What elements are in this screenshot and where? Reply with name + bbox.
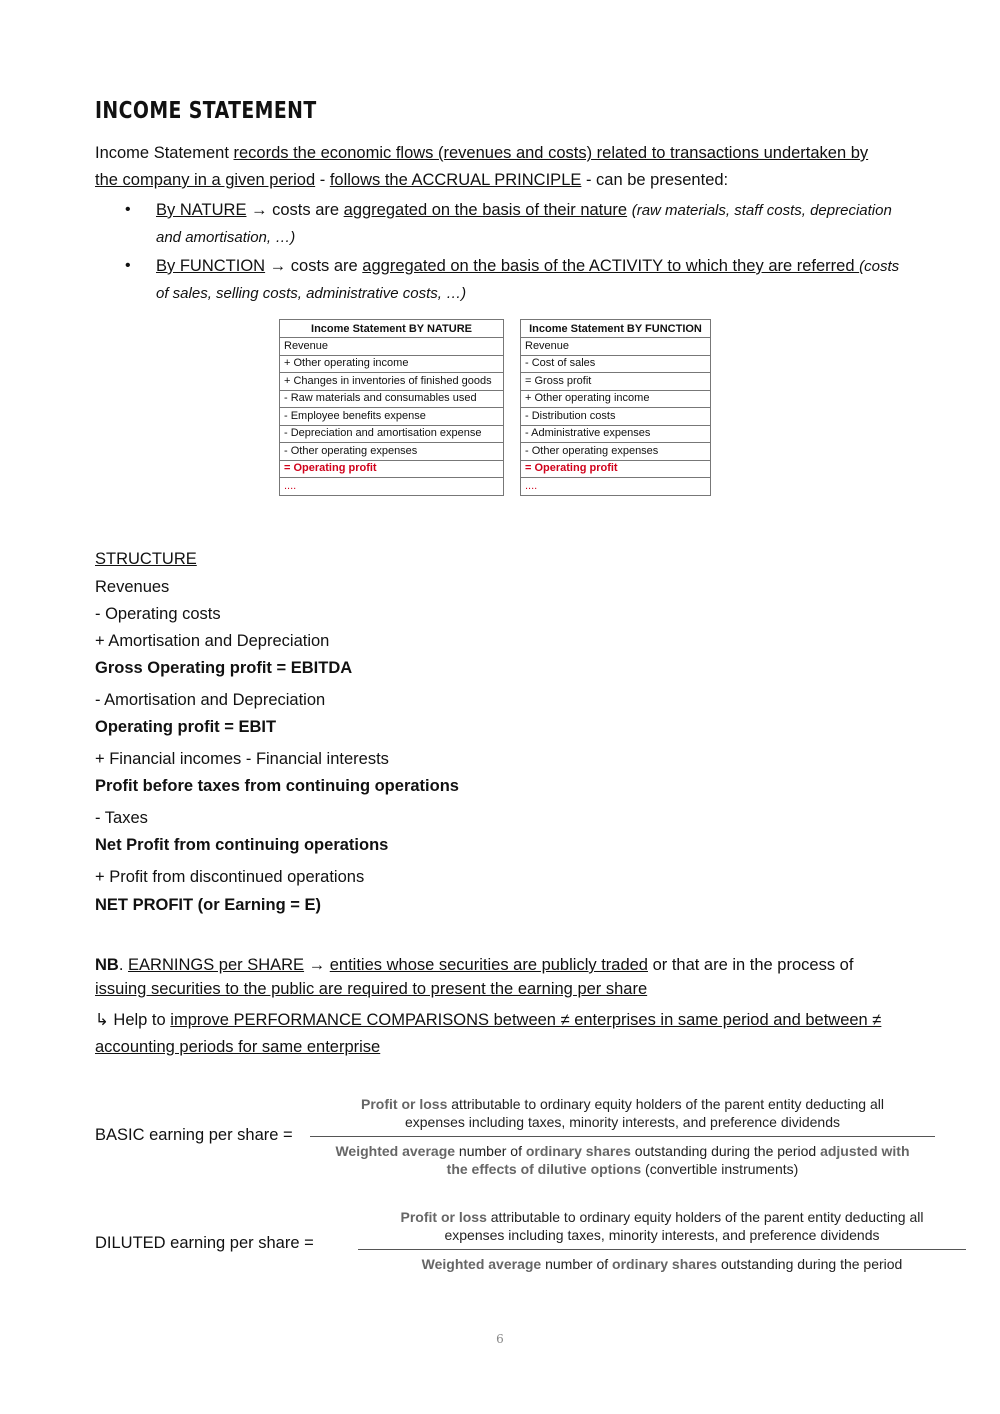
table-row: - Cost of sales (521, 355, 711, 373)
nb-dot: . (118, 956, 129, 974)
den-text: outstanding during the period (717, 1256, 903, 1272)
intro-sep: - (315, 171, 330, 189)
table-by-nature (279, 319, 504, 496)
table-row: Revenue (280, 338, 504, 356)
formula-denominator (358, 1255, 966, 1273)
table-row: - Other operating expenses (521, 443, 711, 461)
structure-subtotal: Net Profit from continuing operations (95, 836, 389, 854)
intro-text: Income Statement (95, 144, 234, 162)
help-underline-1: improve PERFORMANCE COMPARISONS between ≠ enterprises in same period and between ≠ (170, 1011, 882, 1029)
den-highlight: the effects of dilutive options (446, 1161, 642, 1177)
bullet-term: By FUNCTION (156, 257, 266, 275)
table-row: + Changes in inventories of finished goods (280, 373, 504, 391)
structure-subtotal: Operating profit = EBIT (95, 718, 277, 736)
bullet-definition: aggregated on the basis of their nature (343, 201, 628, 219)
table-dots-row: .... (521, 478, 711, 496)
fraction-bar (358, 1249, 966, 1250)
table-row: + Other operating income (521, 390, 711, 408)
structure-line: Revenues (95, 578, 170, 596)
help-underline-2: accounting periods for same enterprise (95, 1038, 381, 1056)
bullet-arrow: → costs are (265, 257, 363, 275)
formula-numerator (358, 1208, 966, 1244)
formula-numerator (310, 1095, 935, 1131)
num-text-2: expenses including taxes, minority interests, and preference dividends (404, 1114, 841, 1130)
intro-paragraph (95, 140, 915, 194)
eps-term: EARNINGS per SHARE (128, 956, 305, 974)
page-number: 6 (496, 1332, 504, 1346)
list-item (95, 253, 915, 307)
table-row: - Employee benefits expense (280, 408, 504, 426)
structure-heading: STRUCTURE (95, 550, 197, 568)
page-title: INCOME STATEMENT (95, 98, 317, 124)
den-highlight: ordinary shares (525, 1143, 631, 1159)
nb-label: NB (95, 956, 119, 974)
table-header: Income Statement BY NATURE (280, 320, 504, 338)
intro-underline-2: the company in a given period (95, 171, 316, 189)
table-total-row: = Operating profit (280, 460, 504, 478)
table-row: - Distribution costs (521, 408, 711, 426)
table-row: - Depreciation and amortisation expense (280, 425, 504, 443)
eps-help (95, 1007, 925, 1061)
structure-line: + Financial incomes - Financial interests (95, 750, 389, 768)
table-total-row: = Operating profit (521, 460, 711, 478)
den-text: number of (455, 1143, 526, 1159)
basic-eps-label: BASIC earning per share = (95, 1126, 293, 1144)
eps-note (95, 953, 925, 1001)
eps-def-2: issuing securities to the public are required to present the earning per share (95, 980, 648, 998)
den-highlight: adjusted with (820, 1143, 910, 1159)
den-text: (convertible instruments) (641, 1161, 799, 1177)
num-text: attributable to ordinary equity holders of the parent entity deducting all (486, 1209, 924, 1225)
structure-line: - Operating costs (95, 605, 221, 623)
bullet-examples: (raw materials, staff costs, depreciation and amortisation, …) (156, 202, 892, 246)
eps-def-1: entities whose securities are publicly traded (329, 956, 648, 974)
bullet-examples: (costs of sales, selling costs, administrative costs, …) (156, 258, 900, 302)
list-item (95, 197, 915, 251)
num-text-2: expenses including taxes, minority interests, and preference dividends (444, 1227, 880, 1243)
structure-line: + Amortisation and Depreciation (95, 632, 330, 650)
num-highlight: Profit or loss (361, 1096, 448, 1112)
bullet-term: By NATURE (156, 201, 247, 219)
den-text: outstanding during the period (630, 1143, 821, 1159)
basic-eps-formula (310, 1095, 935, 1178)
den-highlight: Weighted average (421, 1256, 542, 1272)
table-row: - Other operating expenses (280, 443, 504, 461)
table-row: = Gross profit (521, 373, 711, 391)
formula-denominator (310, 1142, 935, 1178)
bullet-arrow: → costs are (246, 201, 344, 219)
structure-line: + Profit from discontinued operations (95, 868, 365, 886)
intro-underline-3: follows the ACCRUAL PRINCIPLE (329, 171, 582, 189)
den-highlight: ordinary shares (612, 1256, 718, 1272)
table-row: - Raw materials and consumables used (280, 390, 504, 408)
structure-subtotal: Gross Operating profit = EBITDA (95, 659, 353, 677)
eps-arrow: → (304, 956, 330, 974)
structure-line: - Amortisation and Depreciation (95, 691, 326, 709)
intro-text-2: - can be presented: (581, 171, 729, 189)
diluted-eps-label: DILUTED earning per share = (95, 1234, 314, 1252)
help-prefix: ↳ Help to (95, 1011, 171, 1029)
table-row: Revenue (521, 338, 711, 356)
den-text: number of (541, 1256, 613, 1272)
fraction-bar (310, 1136, 935, 1137)
table-by-function (520, 319, 711, 496)
table-row: + Other operating income (280, 355, 504, 373)
structure-total: NET PROFIT (or Earning = E) (95, 896, 321, 914)
table-dots-row: .... (280, 478, 504, 496)
structure-line: - Taxes (95, 809, 148, 827)
presentation-list (95, 197, 915, 309)
den-highlight: Weighted average (335, 1143, 456, 1159)
num-highlight: Profit or loss (400, 1209, 487, 1225)
table-row: - Administrative expenses (521, 425, 711, 443)
diluted-eps-formula (358, 1208, 966, 1273)
structure-subtotal: Profit before taxes from continuing operations (95, 777, 459, 795)
eps-text: or that are in the process of (647, 956, 854, 974)
table-header: Income Statement BY FUNCTION (521, 320, 711, 338)
intro-underline-1: records the economic flows (revenues and costs) related to transactions undertaken by (233, 144, 869, 162)
bullet-definition: aggregated on the basis of the ACTIVITY to which they are referred (362, 257, 860, 275)
num-text: attributable to ordinary equity holders of the parent entity deducting all (447, 1096, 884, 1112)
